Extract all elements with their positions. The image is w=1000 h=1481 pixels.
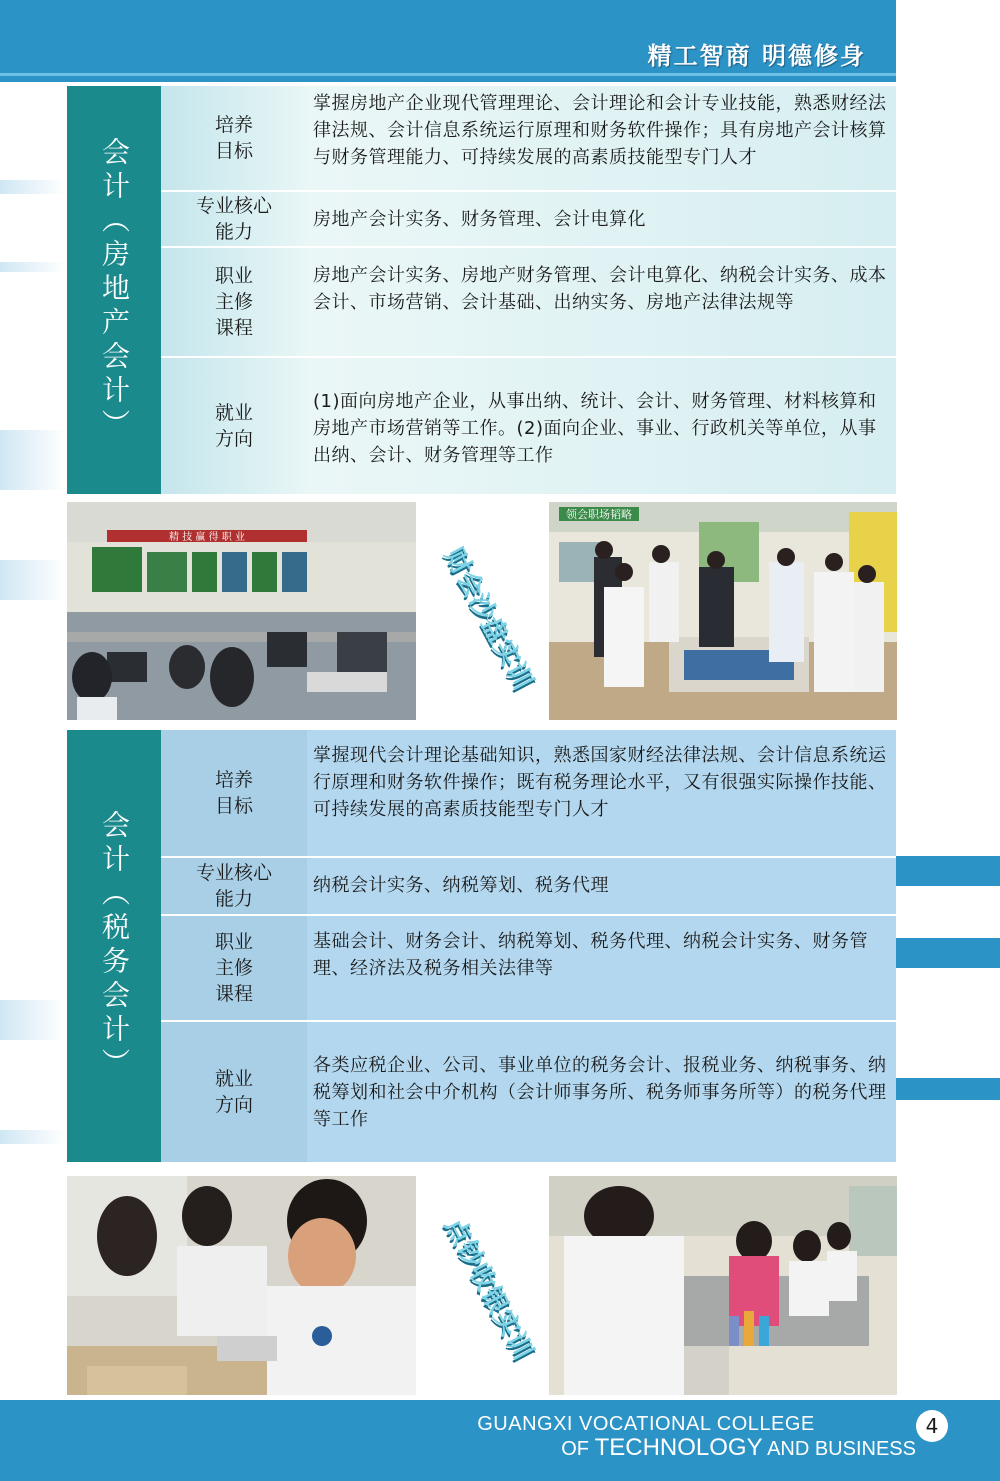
row-content: 掌握房地产企业现代管理理论、会计理论和会计专业技能，熟悉财经法律法规、会计信息系统运行原理和财务软件操作；具有房地产会计核算与财务管理能力、可持续发展的高素质技能型专门人才 xyxy=(307,86,896,190)
room-banner-text: 领会职场韬略 xyxy=(566,508,632,521)
photo-caption: 财会沙盘实训 xyxy=(438,542,538,695)
program-real-estate-accounting xyxy=(67,86,896,494)
program-tax-accounting xyxy=(67,730,896,1162)
row-main-courses xyxy=(161,248,896,358)
row-training-goal xyxy=(161,86,896,192)
row-content: (1)面向房地产企业，从事出纳、统计、会计、财务管理、材料核算和房地产市场营销等工作。(2)面向企业、事业、行政机关等单位，从事出纳、会计、财务管理等工作 xyxy=(307,358,896,494)
right-deco-stripe xyxy=(896,938,1000,968)
row-career-direction xyxy=(161,1022,896,1162)
college-name-and-business: AND BUSINESS xyxy=(767,1438,916,1460)
sandbox-training-photo xyxy=(549,502,897,720)
row-label: 培养 目标 xyxy=(161,730,307,856)
program-title-box xyxy=(67,86,161,494)
row-label: 就业 方向 xyxy=(161,358,307,494)
photo-caption: 点钞收银实训 xyxy=(438,1212,538,1365)
program-title: 会计（税务会计） xyxy=(98,810,131,1082)
college-name-line1: GUANGXI VOCATIONAL COLLEGE xyxy=(477,1413,815,1435)
college-name-line2 xyxy=(477,1436,916,1461)
row-label: 就业 方向 xyxy=(161,1022,307,1162)
right-deco-stripe xyxy=(896,1078,1000,1100)
computer-lab-photo xyxy=(67,502,416,720)
row-main-courses xyxy=(161,916,896,1022)
left-deco-stripe xyxy=(0,1000,65,1040)
right-deco-stripe xyxy=(896,856,1000,886)
row-content: 基础会计、财务会计、纳税筹划、税务代理、纳税会计实务、财务管理、经济法及税务相关法律等 xyxy=(307,916,896,1020)
row-training-goal xyxy=(161,730,896,858)
left-deco-stripe xyxy=(0,1130,65,1144)
row-label: 培养 目标 xyxy=(161,86,307,190)
banner-stripe xyxy=(0,73,896,76)
row-content: 掌握现代会计理论基础知识，熟悉国家财经法律法规、会计信息系统运行原理和财务软件操作；既有税务理论水平，又有很强实际操作技能、可持续发展的高素质技能型专门人才 xyxy=(307,730,896,856)
row-label: 专业核心 能力 xyxy=(161,192,307,246)
cash-counting-photo xyxy=(67,1176,416,1395)
row-content: 各类应税企业、公司、事业单位的税务会计、报税业务、纳税事务、纳税筹划和社会中介机构（会计师事务所、税务师事务所等）的税务代理等工作 xyxy=(307,1022,896,1162)
top-banner xyxy=(0,0,896,82)
lab-banner-text: 精 技 赢 得 职 业 xyxy=(169,532,245,543)
college-name-of: OF xyxy=(561,1438,590,1460)
cashier-training-photo xyxy=(549,1176,897,1395)
program-title: 会计（房地产会计） xyxy=(98,137,131,443)
left-deco-stripe xyxy=(0,560,65,600)
row-core-ability xyxy=(161,858,896,916)
left-deco-stripe xyxy=(0,262,65,272)
slogan: 精工智商 明德修身 xyxy=(647,41,866,70)
row-label: 职业 主修 课程 xyxy=(161,248,307,356)
row-content: 房地产会计实务、财务管理、会计电算化 xyxy=(307,192,896,246)
row-label: 专业核心 能力 xyxy=(161,858,307,914)
row-content: 房地产会计实务、房地产财务管理、会计电算化、纳税会计实务、成本会计、市场营销、会计基础、出纳实务、房地产法律法规等 xyxy=(307,248,896,356)
row-label: 职业 主修 课程 xyxy=(161,916,307,1020)
row-core-ability xyxy=(161,192,896,248)
row-content: 纳税会计实务、纳税筹划、税务代理 xyxy=(307,858,896,914)
program-title-box xyxy=(67,730,161,1162)
page-number: 4 xyxy=(916,1410,948,1442)
college-name xyxy=(477,1412,916,1461)
college-name-technology: TECHNOLOGY xyxy=(594,1434,763,1461)
left-deco-stripe xyxy=(0,430,65,490)
left-deco-stripe xyxy=(0,180,65,194)
program-rows xyxy=(161,86,896,494)
row-career-direction xyxy=(161,358,896,494)
footer-banner xyxy=(0,1400,1000,1481)
program-rows xyxy=(161,730,896,1162)
